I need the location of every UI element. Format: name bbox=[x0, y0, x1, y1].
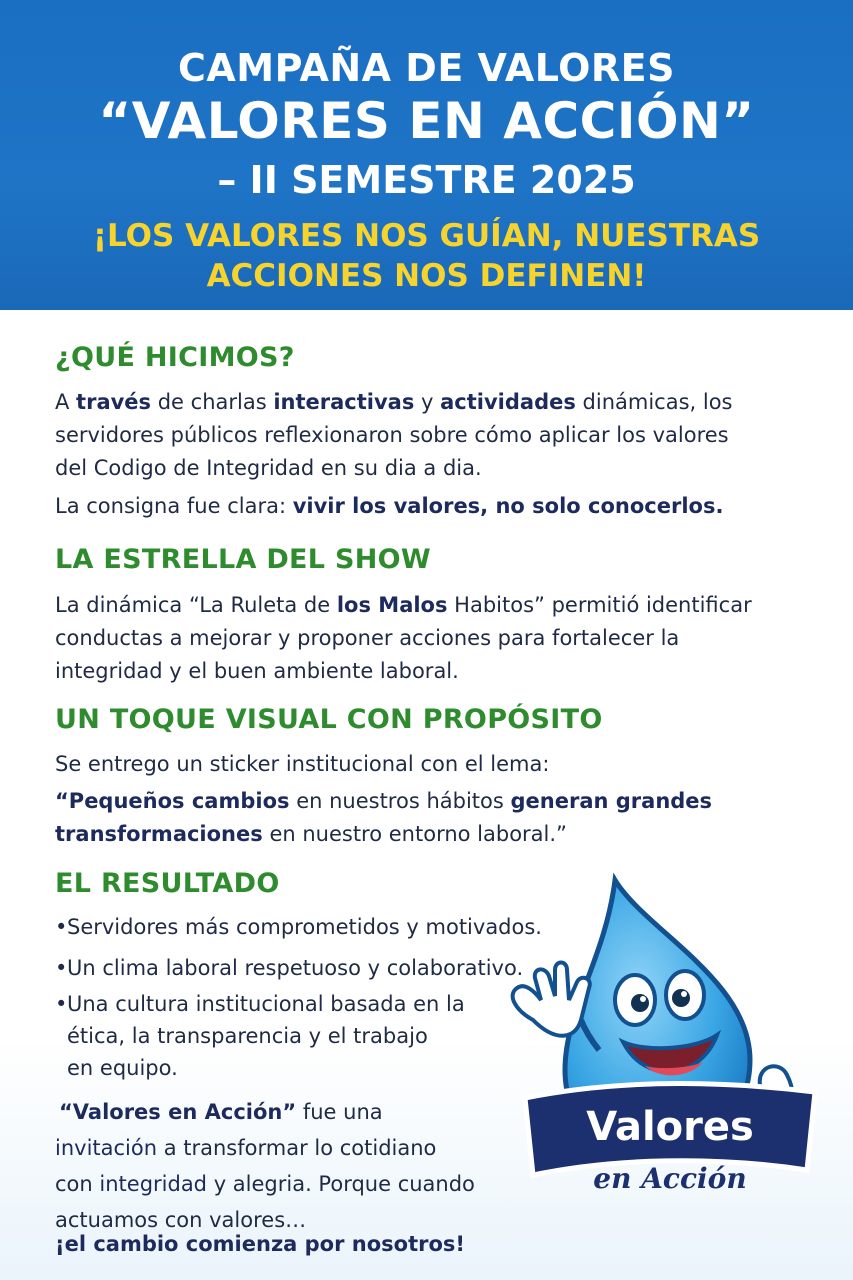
que-hicimos-line-2: servidores públicos reflexionaron sobre cómo aplicar los valores bbox=[55, 423, 729, 447]
section-title-que-hicimos: ¿QUÉ HICIMOS? bbox=[55, 342, 295, 373]
closing-line-1: “Valores en Acción” fue una bbox=[59, 1100, 383, 1124]
sticker-quote bbox=[55, 785, 712, 851]
header-campaign-title: CAMPAÑA DE VALORES bbox=[177, 46, 676, 90]
estrella-line-2: conductas a mejorar y proponer acciones para fortalecer la bbox=[55, 626, 680, 650]
sticker-quote-line-1: “Pequeños cambios en nuestros hábitos generan grandes bbox=[55, 789, 713, 813]
closing-line-2: invitación a transformar lo cotidiano bbox=[55, 1136, 437, 1160]
mascot-banner-text: Valores bbox=[586, 1104, 754, 1150]
result-bullet-2: •Un clima laboral respetuoso y colaborativo. bbox=[55, 952, 523, 984]
closing-line-3: con integridad y alegria. Porque cuando bbox=[55, 1172, 475, 1196]
bullet-dot-icon: • bbox=[55, 915, 68, 939]
closing-tagline: ¡el cambio comienza por nosotros! bbox=[55, 1232, 465, 1256]
section-title-estrella: LA ESTRELLA DEL SHOW bbox=[55, 544, 431, 575]
bullet-dot-icon: • bbox=[55, 956, 68, 980]
result-bullet-1: •Servidores más comprometidos y motivados. bbox=[55, 911, 542, 943]
estrella-line-1: La dinámica “La Ruleta de los Malos Habitos” permitió identificar bbox=[55, 593, 752, 617]
sticker-quote-line-2: transformaciones en nuestro entorno laboral.” bbox=[55, 822, 567, 846]
que-hicimos-line-3: del Codigo de Integridad en su dia a dia. bbox=[55, 456, 482, 480]
section-title-toque-visual: UN TOQUE VISUAL CON PROPÓSITO bbox=[55, 704, 603, 735]
que-hicimos-line-1: A través de charlas interactivas y actividades dinámicas, los bbox=[55, 390, 733, 414]
closing-line-4: actuamos con valores… bbox=[55, 1208, 307, 1232]
sticker-intro: Se entrego un sticker institucional con el lema: bbox=[55, 752, 550, 776]
mascot-banner-subtext: en Acción bbox=[593, 1162, 747, 1195]
header-campaign-name: “VALORES EN ACCIÓN” bbox=[98, 92, 755, 150]
que-hicimos-paragraph bbox=[55, 386, 733, 485]
result-bullet-3: •Una cultura institucional basada en la ética, la transparencia y el trabajo en equipo. bbox=[55, 988, 465, 1084]
header-slogan: ¡LOS VALORES NOS GUÍAN, NUESTRAS ACCIONES NOS DEFINEN! bbox=[92, 218, 761, 294]
closing-paragraph bbox=[55, 1094, 525, 1238]
header-semester: – II SEMESTRE 2025 bbox=[217, 158, 636, 202]
estrella-line-3: integridad y el buen ambiente laboral. bbox=[55, 659, 459, 683]
campaign-header bbox=[0, 0, 853, 310]
estrella-paragraph bbox=[55, 589, 752, 688]
water-drop-mascot-icon bbox=[495, 870, 835, 1200]
bullet-dot-icon: • bbox=[55, 992, 68, 1016]
consigna-line: La consigna fue clara: vivir los valores, no solo conocerlos. bbox=[55, 494, 724, 518]
section-title-resultado: EL RESULTADO bbox=[55, 868, 280, 899]
